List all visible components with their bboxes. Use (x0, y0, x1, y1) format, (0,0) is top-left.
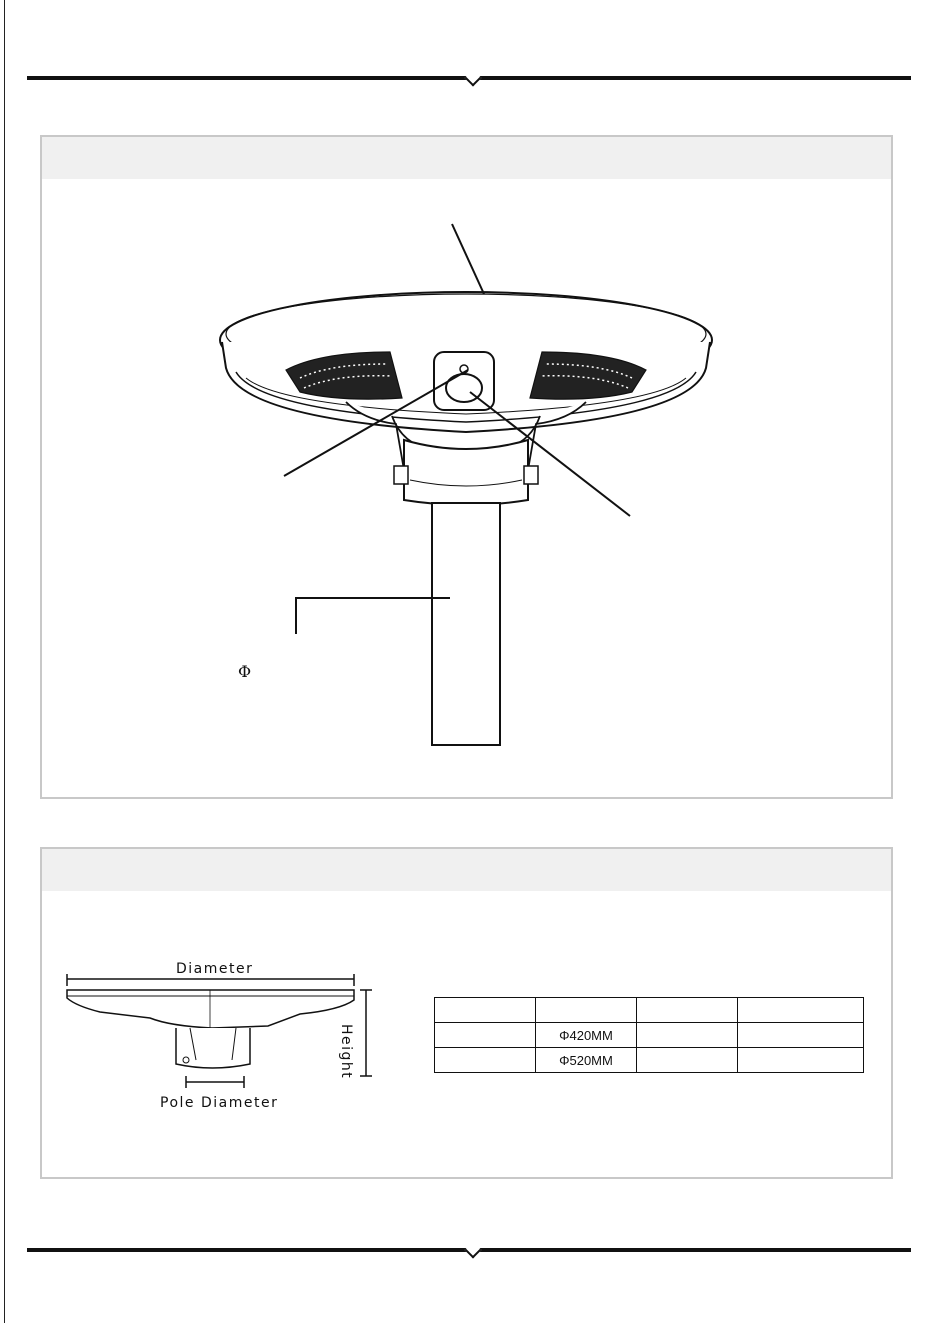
table-cell (637, 998, 738, 1023)
bottom-rule (27, 1248, 911, 1252)
pole-diameter-label: Pole Diameter (160, 1095, 279, 1111)
table-cell (536, 998, 637, 1023)
diameter-label: Diameter (176, 961, 254, 977)
table-row (435, 1048, 864, 1073)
table-cell (435, 1048, 536, 1073)
table-cell (738, 1048, 864, 1073)
table-row (435, 1023, 864, 1048)
spec-table (434, 997, 864, 1073)
table-cell: Φ420MM (536, 1023, 637, 1048)
phi-symbol: Φ (238, 662, 252, 681)
table-cell (435, 1023, 536, 1048)
table-cell (738, 1023, 864, 1048)
table-cell (435, 998, 536, 1023)
table-cell (738, 998, 864, 1023)
table-cell: Φ520MM (536, 1048, 637, 1073)
table-cell (637, 1023, 738, 1048)
table-cell (637, 1048, 738, 1073)
table-row (435, 998, 864, 1023)
height-label: Height (338, 1024, 354, 1080)
